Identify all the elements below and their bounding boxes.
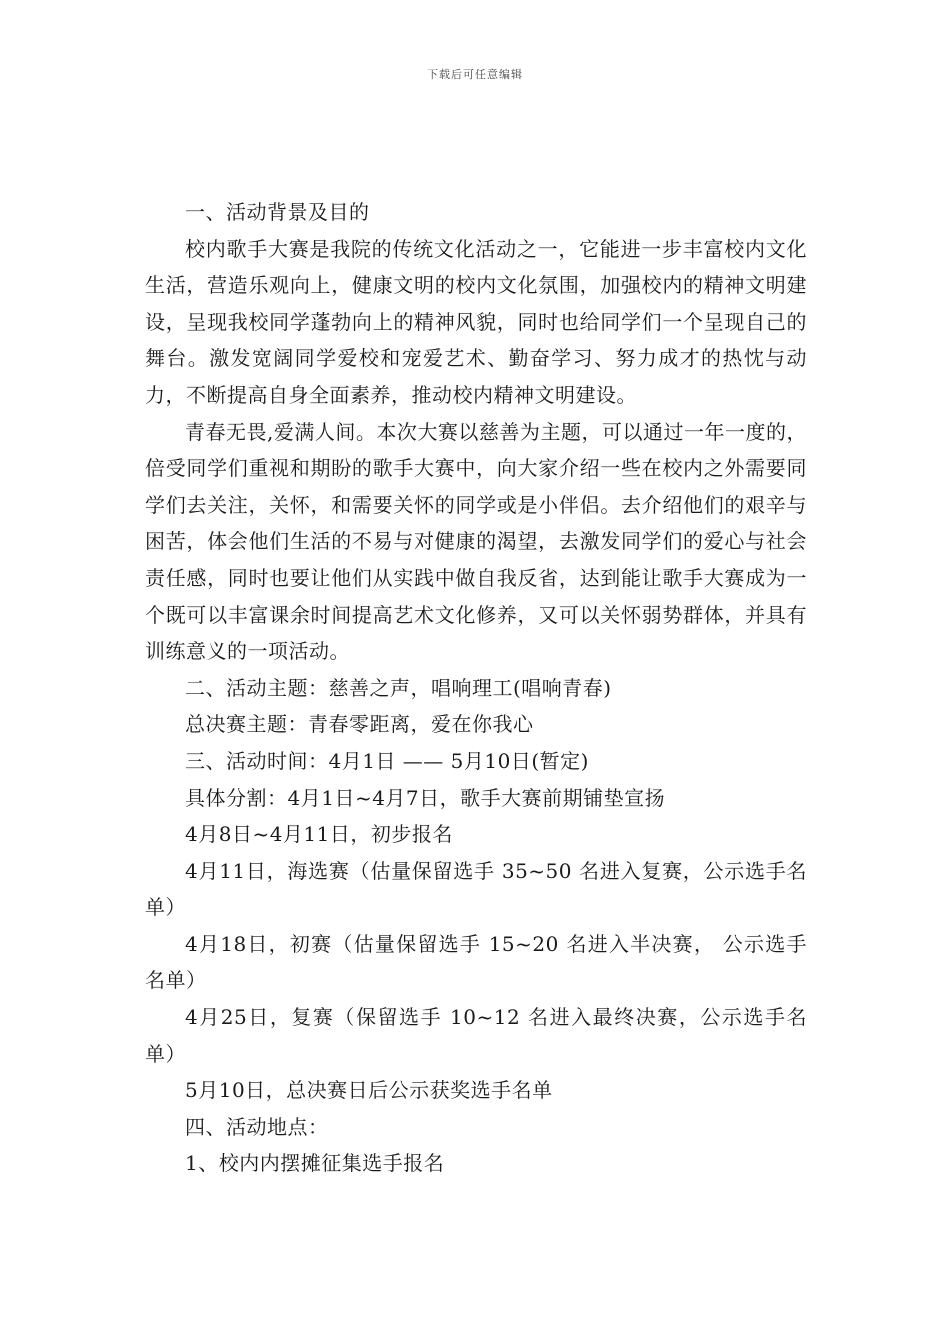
section-heading-time: 三、活动时间：4月1日 —— 5月10日(暂定) xyxy=(185,748,589,773)
document-body xyxy=(145,194,807,1182)
final-theme-line: 总决赛主题：青春零距离，爱在你我心 xyxy=(185,712,534,737)
paragraph-theme-intro: 青春无畏,爱满人间。本次大赛以慈善为主题，可以通过一年一度的，倍受同学们重视和期盼的歌手大赛中，向大家介绍一些在校内之外需要同学们去关注，关怀，和需要关怀的同学或是小伴侣。去介绍他们的艰辛与困苦，体会他们生活的不易与对健康的渴望，去激发同学们的爱心与社会责任感，同时也要让他们从实践中做自我反省，达到能让歌手大赛成为一个既可以丰富课余时间提高艺术文化修养，又可以关怀弱势群体，并具有训练意义的一项活动。 xyxy=(145,419,807,664)
page-header: 下载后可任意编辑 xyxy=(427,68,523,81)
schedule-item: 4月25日，复赛（保留选手 10~12 名进入最终决赛，公示选手名单） xyxy=(145,1005,807,1066)
schedule-item: 4月8日~4月11日，初步报名 xyxy=(185,822,453,847)
schedule-item: 4月18日，初赛（估量保留选手 15~20 名进入半决赛， 公示选手名单） xyxy=(145,931,807,993)
section-heading-location: 四、活动地点： xyxy=(185,1114,329,1139)
location-item: 1、校内内摆摊征集选手报名 xyxy=(185,1151,445,1176)
section-heading-background: 一、活动背景及目的 xyxy=(185,200,370,224)
schedule-item: 具体分割：4月1日~4月7日，歌手大赛前期铺垫宣扬 xyxy=(185,785,666,810)
paragraph-background: 校内歌手大赛是我院的传统文化活动之一，它能进一步丰富校内文化生活，营造乐观向上，健康文明的校内文化氛围，加强校内的精神文明建设，呈现我校同学蓬勃向上的精神风貌，同时也给同学们一个呈现自己的舞台。激发宽阔同学爱校和宠爱艺术、勤奋学习、努力成才的热忱与动力，不断提高自身全面素养，推动校内精神文明建设。 xyxy=(145,236,807,407)
section-heading-theme: 二、活动主题：慈善之声，唱响理工(唱响青春) xyxy=(185,675,612,700)
schedule-item: 4月11日，海选赛（估量保留选手 35~50 名进入复赛，公示选手名单） xyxy=(145,858,807,920)
schedule-item: 5月10日，总决赛日后公示获奖选手名单 xyxy=(185,1078,553,1103)
